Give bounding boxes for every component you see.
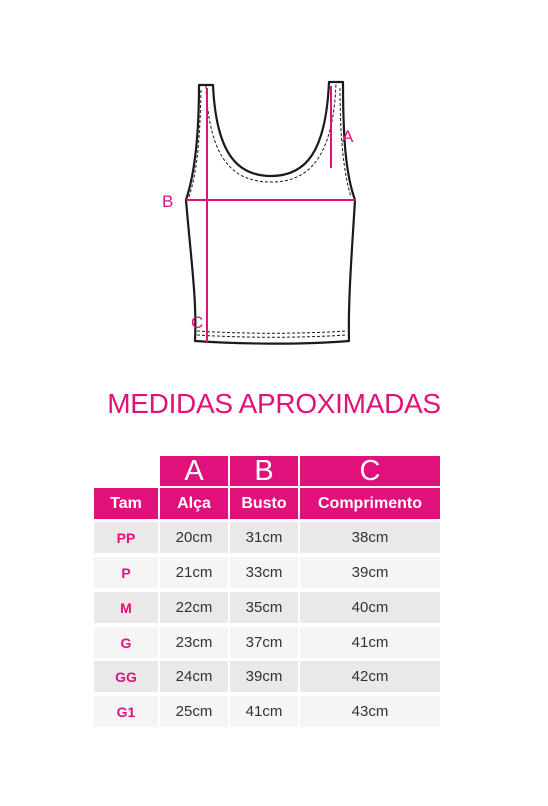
strap-cell: 23cm [160,627,228,658]
letter-header-a: A [160,456,228,486]
letter-header-b: B [230,456,298,486]
header-strap: Alça [160,488,228,519]
strap-cell: 24cm [160,661,228,692]
size-cell: P [94,557,158,588]
length-cell: 42cm [300,661,440,692]
bust-cell: 37cm [230,627,298,658]
label-a: A [342,127,354,146]
bust-cell: 31cm [230,522,298,553]
strap-cell: 25cm [160,696,228,727]
size-table [94,456,440,731]
bust-cell: 35cm [230,592,298,623]
length-cell: 38cm [300,522,440,553]
header-bust: Busto [230,488,298,519]
bust-cell: 39cm [230,661,298,692]
label-b: B [162,192,174,211]
strap-cell: 20cm [160,522,228,553]
tank-top-outline [186,82,355,344]
size-cell: GG [94,661,158,692]
strap-cell: 22cm [160,592,228,623]
tank-top-diagram [0,0,548,370]
length-cell: 41cm [300,627,440,658]
length-cell: 43cm [300,696,440,727]
label-c: C [191,313,204,332]
strap-cell: 21cm [160,557,228,588]
measurement-lines [186,86,356,342]
header-length: Comprimento [300,488,440,519]
size-cell: M [94,592,158,623]
bust-cell: 33cm [230,557,298,588]
size-cell: G [94,627,158,658]
length-cell: 40cm [300,592,440,623]
letter-header-c: C [300,456,440,486]
bust-cell: 41cm [230,696,298,727]
size-cell: PP [94,522,158,553]
page-title: MEDIDAS APROXIMADAS [107,388,441,419]
size-cell: G1 [94,696,158,727]
header-size: Tam [94,488,158,519]
length-cell: 39cm [300,557,440,588]
